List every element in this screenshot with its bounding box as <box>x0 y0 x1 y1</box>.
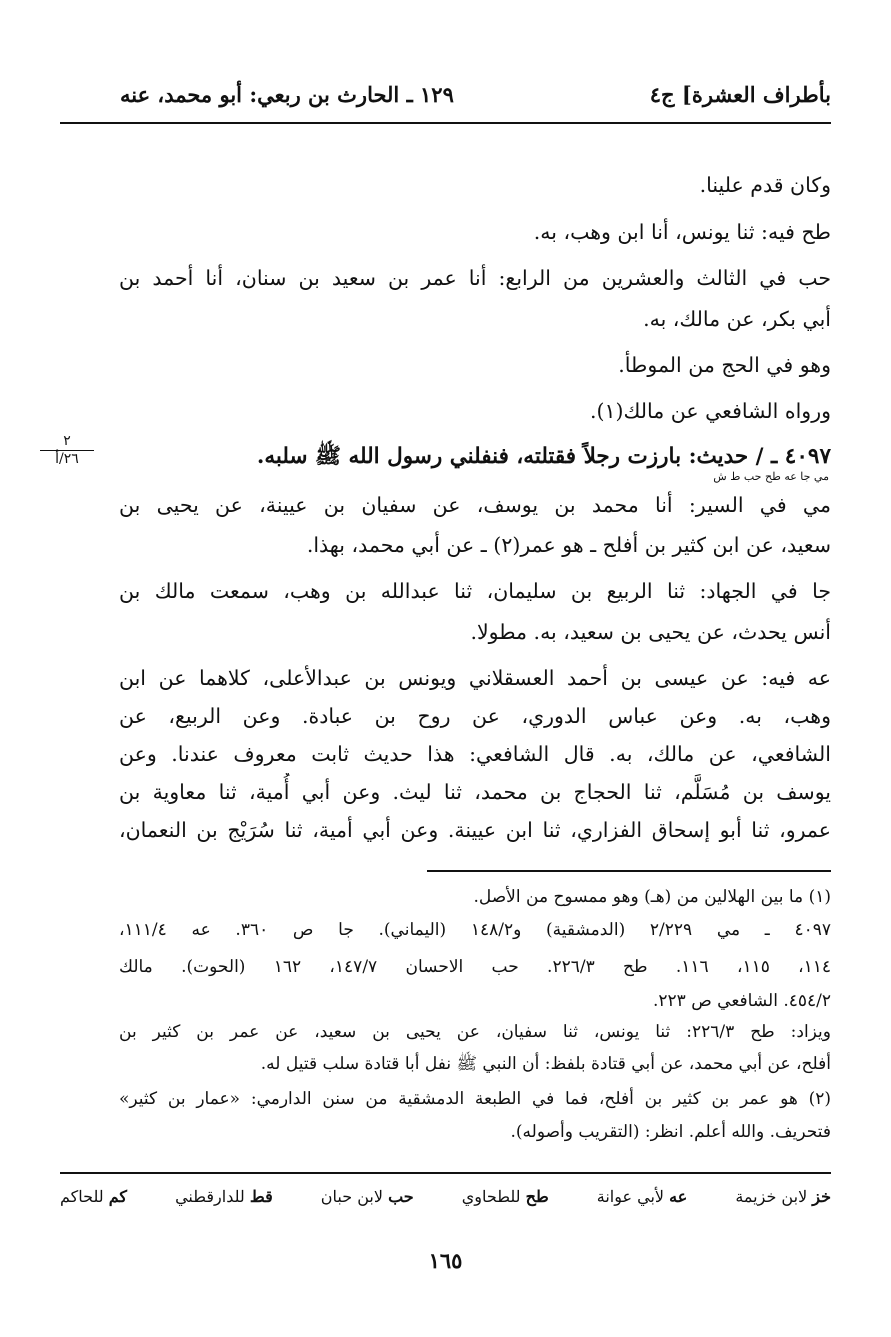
source-sigla-note: مي جا عه طح حب ط ش <box>713 470 829 483</box>
abbreviation-key <box>60 1187 831 1223</box>
footnote-line: (١) ما بين الهلالين من (هـ) وهو ممسوح من الأصل. <box>473 887 831 907</box>
abbreviation-item: قط للدارقطني <box>175 1187 273 1206</box>
footnote-line: أفلح، عن أبي محمد، عن أبي قتادة بلفظ: أن النبي ﷺ نفل أبا قتادة سلب قتيل له. <box>260 1054 831 1074</box>
page-number: ١٦٥ <box>428 1248 463 1273</box>
footnote-rule <box>427 870 831 872</box>
text-line: عه فيه: عن عيسى بن أحمد العسقلاني ويونس بن عبدالأعلى، كلاهما عن ابن <box>119 666 831 690</box>
text-line: حب في الثالث والعشرين من الرابع: أنا عمر بن سعيد بن سنان، أنا أحمد بن <box>119 266 831 290</box>
abbreviation-item: خز لابن خزيمة <box>735 1187 831 1206</box>
abbreviation-item: حب لابن حبان <box>320 1187 414 1206</box>
abbreviation-item: كم للحاكم <box>60 1187 128 1206</box>
text-line: مي في السير: أنا محمد بن يوسف، عن سفيان بن عيينة، عن يحيى بن <box>119 493 831 517</box>
text-line: طح فيه: ثنا يونس، أنا ابن وهب، به. <box>533 220 831 244</box>
text-line: ورواه الشافعي عن مالك(١). <box>589 399 831 423</box>
text-line: وكان قدم علينا. <box>699 173 831 197</box>
footnote-line: ١١٤، ١١٥، ١١٦. طح ٢٢٦/٣. حب الاحسان ١٤٧/٧، ١٦٢ (الحوت). مالك <box>119 957 831 977</box>
running-header-right: بأطراف العشرة] ج٤ <box>649 82 831 107</box>
text-line: جا في الجهاد: ثنا الربيع بن سليمان، ثنا عبدالله بن وهب، سمعت مالك بن <box>119 579 831 603</box>
hadith-heading: ٤٠٩٧ ـ / حديث: بارزت رجلاً فقتلته، فنفلني رسول الله ﷺ سلبه. <box>256 444 831 469</box>
margin-note-top: ٢ <box>40 433 94 451</box>
text-line: يوسف بن مُسَلَّم، ثنا الحجاج بن محمد، ثنا ليث. وعن أبي أُمية، ثنا معاوية بن <box>119 780 831 804</box>
abbreviation-item: طح للطحاوي <box>461 1187 549 1206</box>
text-line: سعيد، عن ابن كثير بن أفلح ـ هو عمر(٢) ـ عن أبي محمد، بهذا. <box>306 533 831 557</box>
abbreviation-item: عه لأبي عوانة <box>596 1187 688 1206</box>
header-rule <box>60 122 831 124</box>
abbreviation-rule <box>60 1172 831 1174</box>
text-line: عمرو، ثنا أبو إسحاق الفزاري، ثنا ابن عيينة. وعن أبي أمية، ثنا سُرَيْج بن النعمان، <box>119 818 831 842</box>
running-header-left: ١٢٩ ـ الحارث بن ربعي: أبو محمد، عنه <box>120 82 454 107</box>
margin-folio-note <box>40 433 94 467</box>
text-line: وهو في الحج من الموطأ. <box>618 353 831 377</box>
footnote-line: ويزاد: طح ٢٢٦/٣: ثنا يونس، ثنا سفيان، عن يحيى بن سعيد، عن عمر بن كثير بن <box>119 1022 831 1042</box>
margin-note-bottom: ٢٦/أ <box>55 451 79 467</box>
footnote-line: ٤٥٤/٢. الشافعي ص ٢٢٣. <box>653 991 831 1011</box>
footnote-line: (٢) هو عمر بن كثير بن أفلح، فما في الطبعة الدمشقية من سنن الدارمي: «عمار بن كثير» <box>119 1089 831 1109</box>
footnote-line: فتحريف. والله أعلم. انظر: (التقريب وأصوله). <box>510 1122 831 1142</box>
text-line: وهب، به. وعن عباس الدوري، عن روح بن عبادة. وعن الربيع، عن <box>119 704 831 728</box>
footnote-line: ٤٠٩٧ ـ مي ٢/٢٢٩ (الدمشقية) و١٤٨/٢ (اليماني). جا ص ٣٦٠. عه ١١١/٤، <box>119 920 831 940</box>
text-line: الشافعي، عن مالك، به. قال الشافعي: هذا حديث ثابت معروف عندنا. وعن <box>119 742 831 766</box>
text-line: أنس يحدث، عن يحيى بن سعيد، به. مطولا. <box>470 620 831 644</box>
text-line: أبي بكر، عن مالك، به. <box>643 307 831 331</box>
